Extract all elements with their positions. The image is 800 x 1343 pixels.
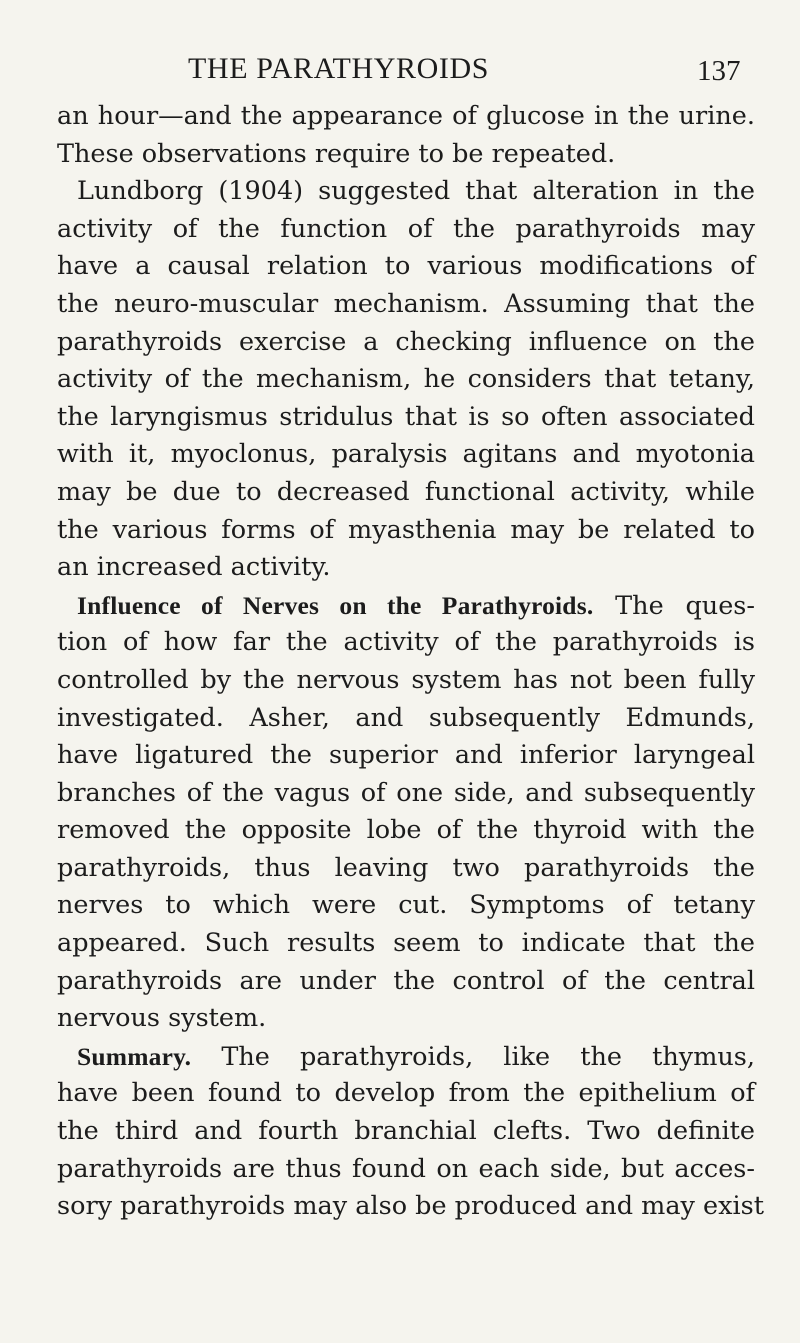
text-line: an increased activity. [57, 552, 331, 583]
text-line: activity of the mechanism, he considers that tetany, [57, 364, 755, 395]
text-line: branches of the vagus of one side, and subsequently [57, 777, 755, 808]
section-heading-line [57, 1038, 755, 1076]
running-head [0, 52, 800, 92]
section-heading-line [57, 587, 755, 625]
text-line: have ligatured the superior and inferior laryngeal [57, 740, 755, 771]
running-title: THE PARATHYROIDS [188, 52, 490, 85]
text-line: These observations require to be repeated. [57, 138, 616, 169]
section-heading-nerves: Influence of Nerves on the Parathyroids. [77, 590, 594, 620]
text-line: appeared. Such results seem to indicate that the [57, 928, 755, 959]
text-line: controlled by the nervous system has not been fully [57, 664, 755, 695]
text-line: activity of the function of the parathyroids may [57, 213, 755, 244]
text-line: parathyroids, thus leaving two parathyroids the [57, 852, 755, 883]
text-line: with it, myoclonus, paralysis agitans and myotonia [57, 439, 755, 470]
text-line: nerves to which were cut. Symptoms of tetany [57, 890, 755, 921]
text-line: sory parathyroids may also be produced and may exist [57, 1191, 764, 1222]
text-line: the laryngismus stridulus that is so often associated [57, 401, 755, 432]
text-line: may be due to decreased functional activity, while [57, 476, 755, 507]
text-line: parathyroids are thus found on each side, but acces- [57, 1153, 755, 1184]
text-line: removed the opposite lobe of the thyroid with the [57, 815, 755, 846]
body-text [57, 98, 764, 1226]
page-number: 137 [697, 55, 741, 87]
text-line: the third and fourth branchial clefts. Two definite [57, 1116, 755, 1147]
text-line: tion of how far the activity of the parathyroids is [57, 627, 755, 658]
text-line: investigated. Asher, and subsequently Edmunds, [57, 702, 755, 733]
text-line: Lundborg (1904) suggested that alteration in the [77, 176, 755, 207]
text-line: nervous system. [57, 1003, 267, 1034]
text-line: have been found to develop from the epithelium of [57, 1078, 755, 1109]
text-run: The parathyroids, like the thymus, [191, 1041, 755, 1072]
text-line: the various forms of myasthenia may be related to [57, 514, 755, 545]
text-line: an hour—and the appearance of glucose in the urine. [57, 101, 755, 131]
text-line: the neuro-muscular mechanism. Assuming that the [57, 288, 755, 319]
section-heading-summary: Summary. [77, 1041, 192, 1071]
text-run: The ques- [593, 590, 755, 621]
text-line: have a causal relation to various modifications of [57, 251, 755, 282]
text-line: parathyroids are under the control of the central [57, 965, 755, 996]
text-line: parathyroids exercise a checking influence on the [57, 326, 755, 357]
